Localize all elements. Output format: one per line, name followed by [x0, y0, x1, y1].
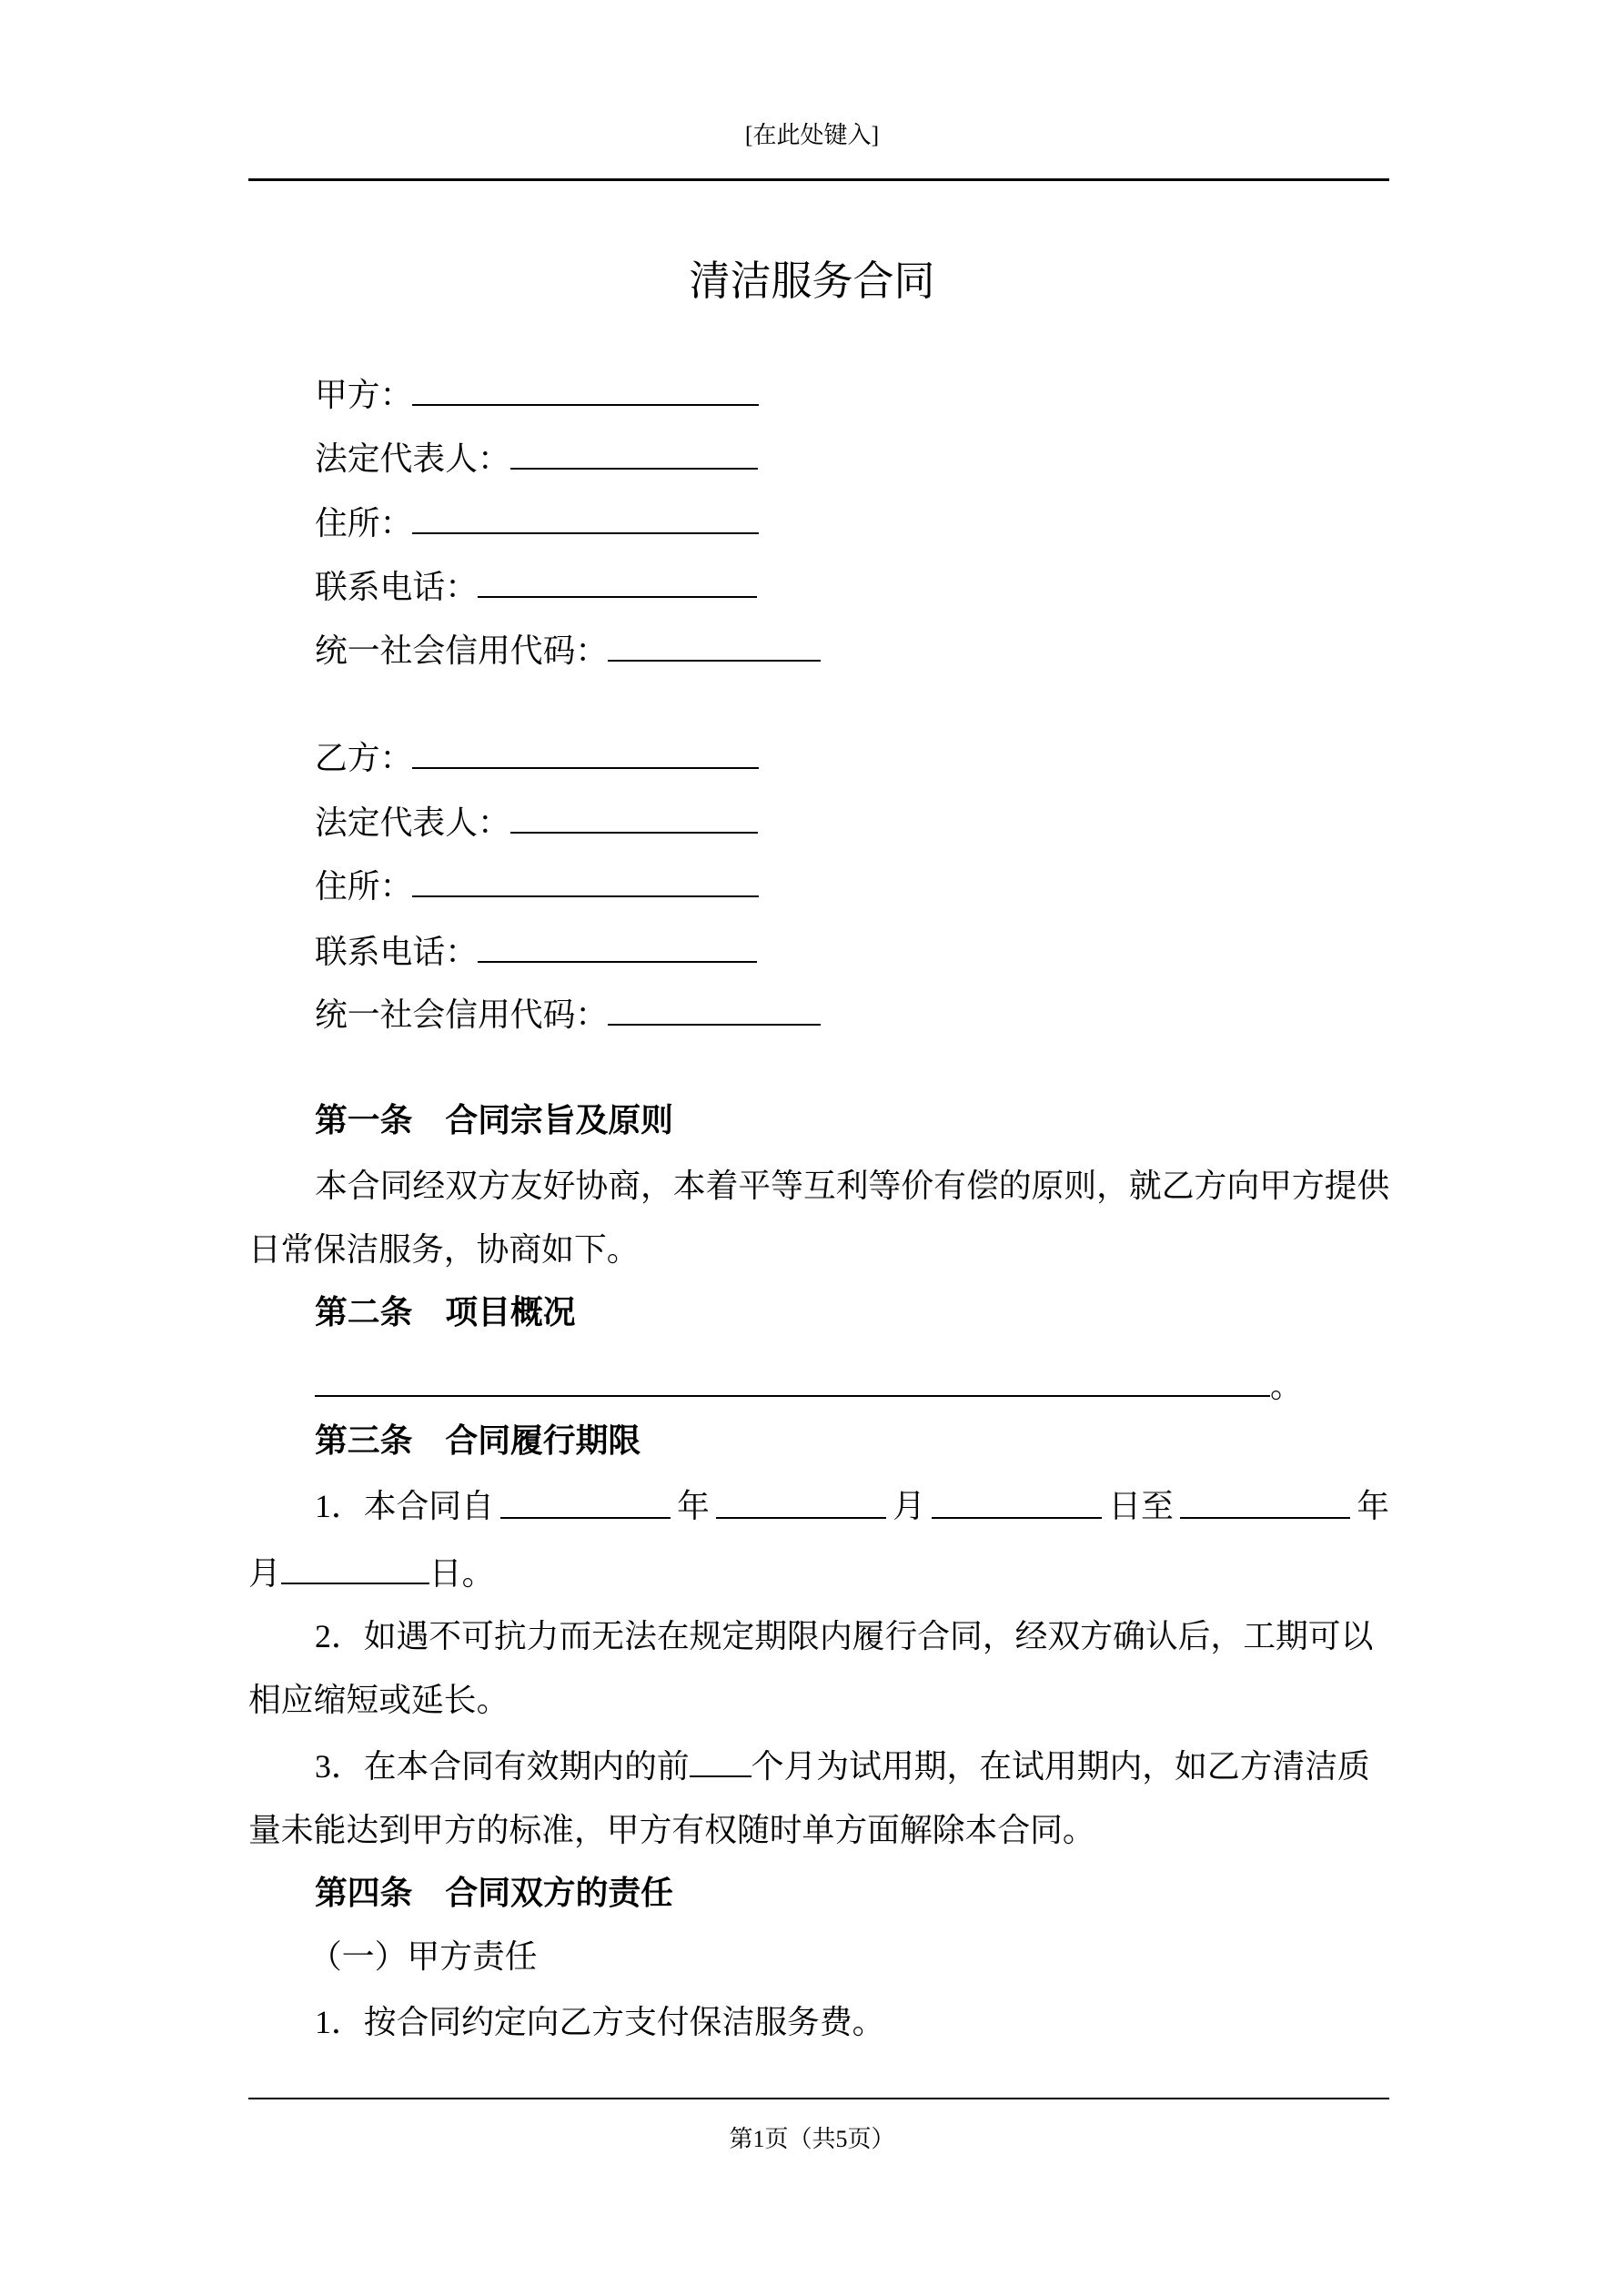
text: 月 [248, 1555, 281, 1592]
end-day-blank[interactable] [281, 1552, 429, 1584]
text: 月 [893, 1488, 926, 1524]
page-header-placeholder[interactable]: [在此处键入] [744, 122, 880, 148]
article-3-p1-line1 [315, 1486, 1389, 1526]
party-b-phone-row [315, 930, 757, 972]
article-number: 第一条 [315, 1102, 413, 1139]
label: 法定代表人： [315, 804, 510, 841]
article-4-heading [315, 1874, 673, 1914]
label: 法定代表人： [315, 440, 510, 477]
text: 日至 [1108, 1488, 1174, 1524]
party-a-rep-blank[interactable] [510, 437, 758, 470]
label: 甲方： [315, 377, 413, 413]
text: 日。 [429, 1555, 495, 1592]
party-b-credit-blank[interactable] [608, 993, 821, 1026]
period: 。 [1270, 1368, 1303, 1404]
label: 乙方： [315, 740, 413, 776]
article-1-text-line1: 本合同经双方友好协商，本着平等互利等价有偿的原则，就乙方向甲方提供 [315, 1168, 1390, 1204]
article-number: 第四条 [315, 1875, 413, 1912]
article-title: 项目概况 [445, 1294, 576, 1331]
label: 住所： [315, 505, 413, 541]
text: 1．本合同自 [315, 1488, 494, 1524]
party-a-phone-row [315, 565, 757, 607]
party-a-address-row [315, 501, 759, 543]
article-number: 第二条 [315, 1294, 413, 1331]
party-a-name-row [315, 373, 759, 415]
label: 住所： [315, 868, 413, 905]
party-b-name-blank[interactable] [412, 736, 759, 769]
article-1-heading [315, 1101, 673, 1141]
header-rule [248, 178, 1389, 181]
label: 统一社会信用代码： [315, 632, 609, 669]
party-b-address-row [315, 865, 759, 906]
label: 联系电话： [315, 934, 478, 970]
article-3-p2-line1: 2．如遇不可抗力而无法在规定期限内履行合同，经双方确认后，工期可以 [315, 1618, 1374, 1654]
text: 年 [1357, 1488, 1389, 1524]
trial-months-blank[interactable] [690, 1745, 751, 1777]
party-a-credit-blank[interactable] [608, 629, 821, 662]
article-3-p3-line2: 量未能达到甲方的标准，甲方有权随时单方面解除本合同。 [248, 1812, 1095, 1848]
party-b-credit-row [315, 993, 821, 1035]
article-title: 合同双方的责任 [445, 1875, 673, 1912]
article-3-p1-line2 [248, 1552, 494, 1593]
party-b-name-row [315, 736, 759, 778]
start-day-blank[interactable] [932, 1486, 1102, 1519]
text: 个月为试用期，在试用期内，如乙方清洁质 [751, 1748, 1370, 1785]
article-title: 合同宗旨及原则 [445, 1102, 673, 1139]
article-1-text-line2: 日常保洁服务，协商如下。 [248, 1231, 640, 1268]
text: 年 [677, 1488, 710, 1524]
article-3-p3-line1 [315, 1745, 1370, 1786]
label: 统一社会信用代码： [315, 996, 609, 1033]
document-title: 清洁服务合同 [689, 257, 935, 305]
start-year-blank[interactable] [500, 1486, 671, 1519]
party-a-credit-row [315, 629, 821, 671]
article-4-subheading-party-a: （一）甲方责任 [309, 1938, 538, 1975]
label: 联系电话： [315, 569, 478, 605]
project-overview-blank[interactable] [315, 1364, 1270, 1397]
article-3-heading [315, 1421, 641, 1462]
page-number: 第1页（共5页） [729, 2126, 895, 2152]
party-b-address-blank[interactable] [412, 865, 759, 897]
article-4-item-1: 1．按合同约定向乙方支付保洁服务费。 [315, 2004, 885, 2040]
end-year-blank[interactable] [1180, 1486, 1350, 1519]
footer-rule [248, 2098, 1389, 2099]
party-a-rep-row [315, 437, 758, 479]
party-b-rep-blank[interactable] [510, 801, 758, 834]
article-3-p2-line2: 相应缩短或延长。 [248, 1682, 509, 1718]
start-month-blank[interactable] [716, 1486, 886, 1519]
party-a-name-blank[interactable] [412, 373, 759, 406]
article-2-blank-row [315, 1364, 1303, 1406]
article-2-heading [315, 1293, 576, 1333]
party-a-address-blank[interactable] [412, 501, 759, 534]
article-number: 第三条 [315, 1422, 413, 1460]
party-a-phone-blank[interactable] [478, 565, 757, 598]
party-b-rep-row [315, 801, 758, 843]
article-title: 合同履行期限 [445, 1422, 641, 1460]
text: 3．在本合同有效期内的前 [315, 1748, 690, 1785]
party-b-phone-blank[interactable] [478, 930, 757, 963]
